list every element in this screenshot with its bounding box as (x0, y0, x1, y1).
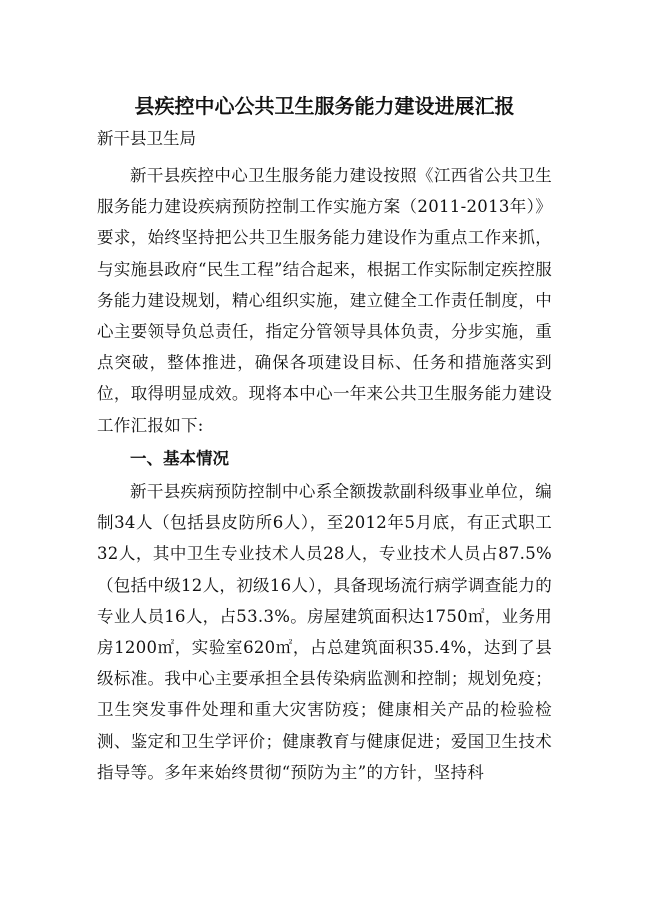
intro-paragraph: 新干县疾控中心卫生服务能力建设按照《江西省公共卫生服务能力建设疾病预防控制工作实施方案（2011-2013年）》要求，始终坚持把公共卫生服务能力建设作为重点工作来抓，与实施县政府“民生工程”结合起来，根据工作实际制定疾控服务能力建设规划，精心组织实施，建立健全工作责任制度，中心主要领导负总责任，指定分管领导具体负责，分步实施，重点突破，整体推进，确保各项建设目标、任务和措施落实到位，取得明显成效。现将本中心一年来公共卫生服务能力建设工作汇报如下: (97, 166, 552, 435)
section-heading-basic-info: 一、基本情况 (130, 448, 229, 468)
section-paragraph-basic-info: 新干县疾病预防控制中心系全额拨款副科级事业单位，编制34人（包括县皮防所6人），至2012年5月底，有正式职工32人，其中卫生专业技术人员28人，专业技术人员占87.5%（包括中级12人，初级16人），具备现场流行病学调查能力的专业人员16人，占53.3%。房屋建筑面积达1750㎡，业务用房1200㎡，实验室620㎡，占总建筑面积35.4%，达到了县级标准。我中心主要承担全县传染病监测和控制；规划免疫；卫生突发事件处理和重大灾害防疫；健康相关产品的检验检测、鉴定和卫生学评价；健康教育与健康促进；爱国卫生技术指导等。多年来始终贯彻“预防为主”的方针，坚持科 (97, 482, 552, 782)
document-title: 县疾控中心公共卫生服务能力建设进展汇报 (134, 94, 515, 118)
document-body (97, 92, 552, 788)
document-author: 新干县卫生局 (97, 129, 196, 148)
